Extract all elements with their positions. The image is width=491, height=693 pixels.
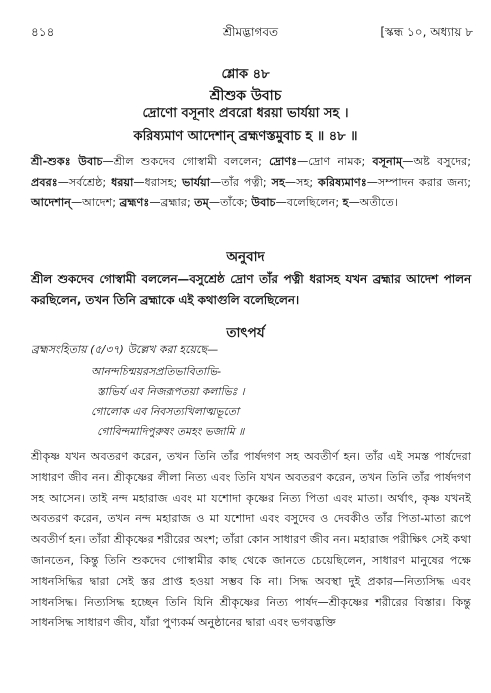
quoted-verse xyxy=(91,362,245,442)
verse-line-1: দ্রোণো বসূনাং প্রবরো ধরয়া ভার্যয়া সহ । xyxy=(142,106,349,121)
syn-term: উবাচ xyxy=(251,196,276,209)
syn-meaning: —শ্রীল শুকদেব গোস্বামী বললেন; xyxy=(102,155,270,168)
verse-speaker: শ্রীশুক উবাচ xyxy=(209,88,282,104)
synonyms xyxy=(31,152,471,214)
syn-meaning: —অতীতে। xyxy=(348,196,398,209)
syn-term: করিষ্যমাণঃ xyxy=(318,175,367,189)
verse-number: শ্লোক ৪৮ xyxy=(221,67,270,82)
quote-line-1: আনন্দচিন্ময়রসপ্রতিভাবিতাভি- xyxy=(91,365,222,378)
quote-line-4: গোবিন্দমাদিপুরুষং তমহং ভজামি ॥ xyxy=(97,425,245,438)
quote-line-2: স্তাভির্য এব নিজরূপতয়া কলাভিঃ । xyxy=(97,385,245,398)
syn-term: প্রবরঃ xyxy=(31,175,58,189)
syn-term: ব্রহ্মণঃ xyxy=(119,196,150,209)
syn-meaning: —দ্রোণ নামক; xyxy=(297,155,373,168)
syn-term: ধরয়া xyxy=(111,175,134,189)
syn-meaning: —সম্পাদন করার জন্য; xyxy=(366,175,471,189)
syn-term: তম্ xyxy=(194,196,209,209)
translation-heading: অনুবাদ xyxy=(226,249,265,265)
syn-meaning: —সহ; xyxy=(284,175,318,189)
syn-meaning: —আদেশ; xyxy=(70,196,120,209)
syn-term: দ্রোণঃ xyxy=(269,155,298,168)
syn-term: হ xyxy=(342,196,349,209)
syn-term: বসূনাম্ xyxy=(372,155,403,168)
syn-meaning: —অষ্ট বসুদের; xyxy=(402,155,471,168)
syn-term: আদেশান্ xyxy=(31,196,71,209)
syn-meaning: —ধরাসহ; xyxy=(133,175,183,189)
syn-term: ভার্যয়া xyxy=(182,175,211,189)
verse-line-2: করিষ্যমাণ আদেশান্ ব্রহ্মণস্তমুবাচ হ ॥ ৪৮ ॥ xyxy=(133,129,358,144)
purport-heading: তাৎপর্য xyxy=(226,325,265,341)
running-title: শ্রীমদ্ভাগবত xyxy=(223,25,279,39)
syn-meaning: —তাঁর পত্নী; xyxy=(210,175,272,189)
purport-body: শ্রীকৃষ্ণ যখন অবতরণ করেন, তখন তিনি তাঁর পার্ষদগণ সহ অবতীর্ণ হন। তাঁর এই সমস্ত পার্ষদেরা সাধারণ জীব নন। শ্রীকৃষ্ণের লীলা নিত্য এবং তিনি যখন অবতরণ করেন, তখন তিনি তাঁর পার্ষদগণ সহ আসেন। তাই নন্দ মহারাজ এবং মা যশোদা কৃষ্ণের নিত্য পিতা এবং মাতা। অর্থাৎ, কৃষ্ণ যখনই অবতরণ করেন, তখন নন্দ মহারাজ ও মা যশোদা এবং বসুদেব ও দেবকীও তাঁর পিতা-মাতা রূপে অবতীর্ণ হন। তাঁরা শ্রীকৃষ্ণের শরীরের অংশ; তাঁরা কোন সাধারণ জীব নন। মহারাজ পরীক্ষিৎ সেই কথা জানতেন, কিন্তু তিনি শুকদেব গোস্বামীর কাছ থেকে জানতে চেয়েছিলেন, সাধারণ মানুষের পক্ষে সাধনসিদ্ধির দ্বারা সেই স্তর প্রাপ্ত হওয়া সম্ভব কি না। সিদ্ধ অবস্থা দুই প্রকার—নিত্যসিদ্ধ এবং সাধনসিদ্ধ। নিত্যসিদ্ধ হচ্ছেন তিনি যিনি শ্রীকৃষ্ণের নিত্য পার্ষদ—শ্রীকৃষ্ণের শরীরের বিস্তার। কিন্তু সাধনসিদ্ধ সাধারণ জীব, যাঁরা পুণ্যকর্ম অনুষ্ঠানের দ্বারা এবং ভগবদ্ভক্তি xyxy=(31,450,471,630)
syn-meaning: —তাঁকে; xyxy=(208,196,252,209)
syn-meaning: —সর্বশ্রেষ্ঠ; xyxy=(57,175,112,189)
translation-text: শ্রীল শুকদেব গোস্বামী বললেন—বসুশ্রেষ্ঠ দ্রোণ তাঁর পত্নী ধরাসহ যখন ব্রহ্মার আদেশ পালন করছিলেন, তখন তিনি ব্রহ্মাকে এই কথাগুলি বলেছিলেন। xyxy=(31,272,471,307)
purport-intro: ব্রহ্মসংহিতায় (৫/৩৭) উল্লেখ করা হয়েছে— xyxy=(31,343,219,356)
syn-meaning: —বলেছিলেন; xyxy=(275,196,343,209)
chapter-reference: [স্কন্ধ ১০, অধ্যায় ৮ xyxy=(380,25,473,39)
syn-term: শ্রী-শুকঃ উবাচ xyxy=(31,155,103,168)
syn-meaning: —ব্রহ্মার; xyxy=(149,196,195,209)
quote-line-3: গোলোক এব নিবসত্যখিলাত্মভূতো xyxy=(91,405,240,418)
page-number: ৪১৪ xyxy=(31,25,55,39)
syn-term: সহ xyxy=(271,175,285,189)
